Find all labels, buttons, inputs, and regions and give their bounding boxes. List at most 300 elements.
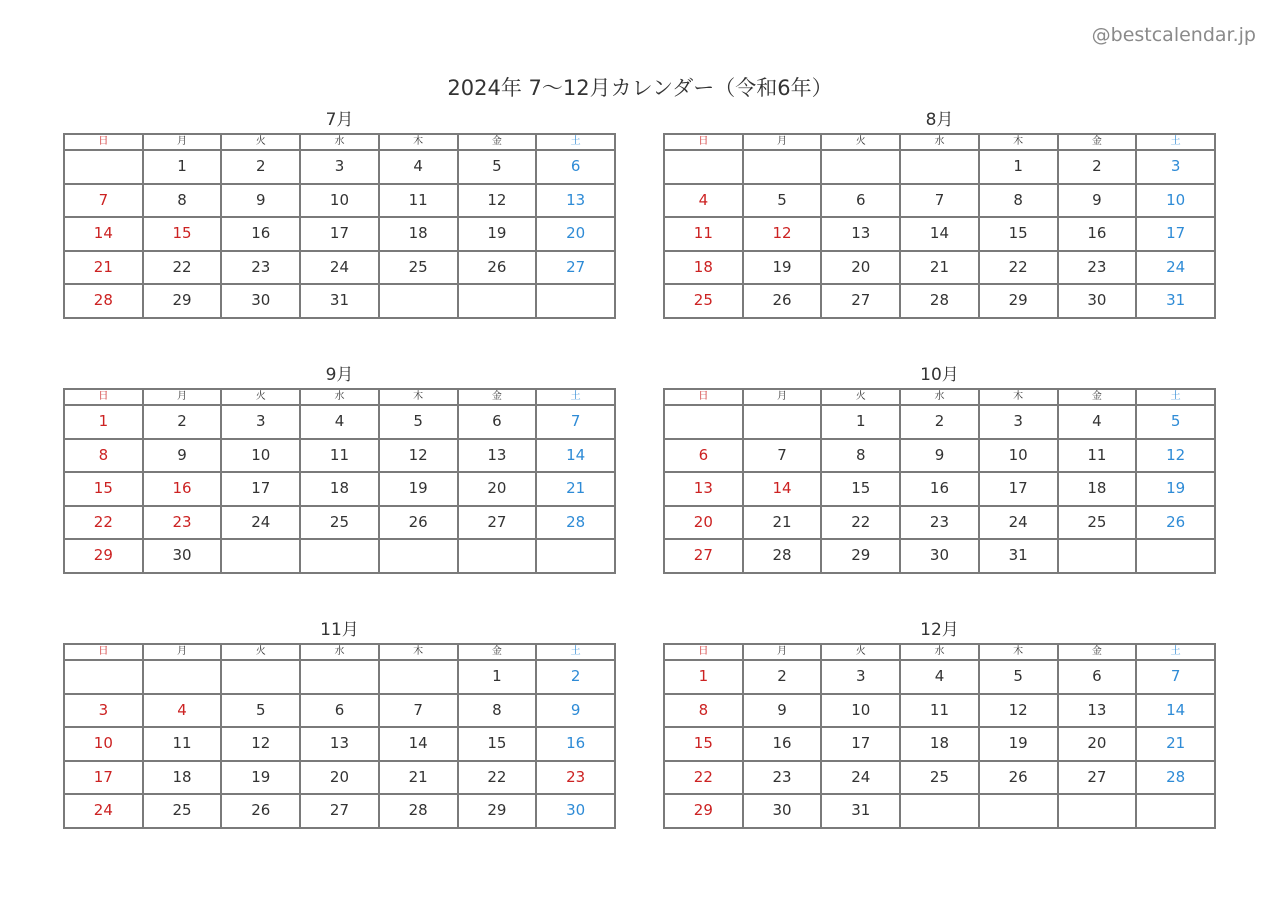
weekday-header: 月 [743,389,822,405]
week-row [64,761,615,795]
day-cell: 8 [979,184,1058,218]
day-cell: 11 [379,184,458,218]
day-cell: 7 [743,439,822,473]
day-cell: 4 [1058,405,1137,439]
day-cell: 9 [1058,184,1137,218]
day-cell: 12 [1136,439,1215,473]
empty-day-cell [64,150,143,184]
weekday-header: 火 [821,389,900,405]
day-cell: 20 [1058,727,1137,761]
day-cell: 10 [979,439,1058,473]
day-cell: 30 [900,539,979,573]
day-cell: 16 [1058,217,1137,251]
day-cell: 29 [979,284,1058,318]
day-cell: 19 [979,727,1058,761]
day-cell: 18 [900,727,979,761]
day-cell: 27 [458,506,537,540]
day-cell: 18 [143,761,222,795]
day-cell: 8 [143,184,222,218]
empty-day-cell [379,539,458,573]
empty-day-cell [664,405,743,439]
day-cell: 28 [900,284,979,318]
day-cell: 31 [300,284,379,318]
day-cell: 22 [821,506,900,540]
day-cell: 9 [221,184,300,218]
day-cell: 31 [979,539,1058,573]
empty-day-cell [900,794,979,828]
day-cell: 22 [143,251,222,285]
week-row [664,794,1215,828]
week-row [664,506,1215,540]
day-cell: 28 [743,539,822,573]
day-cell: 26 [221,794,300,828]
week-row [664,694,1215,728]
weekday-header: 金 [1058,644,1137,660]
month-calendar [663,620,1216,829]
empty-day-cell [458,284,537,318]
week-row [64,251,615,285]
day-cell: 24 [1136,251,1215,285]
day-cell: 1 [64,405,143,439]
weekday-header: 水 [900,134,979,150]
weekday-header: 日 [64,644,143,660]
empty-day-cell [458,539,537,573]
weekday-header: 火 [221,389,300,405]
day-cell: 14 [64,217,143,251]
empty-day-cell [743,150,822,184]
day-cell: 8 [458,694,537,728]
day-cell: 21 [743,506,822,540]
day-cell: 20 [664,506,743,540]
weekday-header: 金 [1058,389,1137,405]
weekday-header: 月 [743,134,822,150]
empty-day-cell [1058,794,1137,828]
page-title: 2024年 7〜12月カレンダー（令和6年） [447,76,833,100]
day-cell: 30 [221,284,300,318]
day-cell: 29 [64,539,143,573]
week-row [664,284,1215,318]
weekday-header: 月 [143,389,222,405]
day-cell: 11 [900,694,979,728]
day-cell: 12 [979,694,1058,728]
weekday-header: 水 [900,389,979,405]
weekday-header: 水 [300,389,379,405]
day-cell: 12 [379,439,458,473]
day-cell: 1 [979,150,1058,184]
empty-day-cell [379,660,458,694]
day-cell: 26 [979,761,1058,795]
day-cell: 14 [743,472,822,506]
week-row [64,694,615,728]
calendar-grid [63,388,616,574]
month-calendar [63,365,616,574]
day-cell: 15 [143,217,222,251]
day-cell: 4 [900,660,979,694]
empty-day-cell [743,405,822,439]
day-cell: 15 [821,472,900,506]
day-cell: 5 [221,694,300,728]
weekday-header: 日 [664,389,743,405]
day-cell: 12 [743,217,822,251]
day-cell: 24 [64,794,143,828]
day-cell: 27 [664,539,743,573]
weekday-header: 木 [379,134,458,150]
day-cell: 13 [664,472,743,506]
day-cell: 3 [821,660,900,694]
day-cell: 2 [743,660,822,694]
week-row [664,761,1215,795]
month-calendar [63,620,616,829]
empty-day-cell [379,284,458,318]
day-cell: 26 [458,251,537,285]
weekday-header: 日 [664,134,743,150]
day-cell: 16 [536,727,615,761]
day-cell: 2 [1058,150,1137,184]
day-cell: 19 [221,761,300,795]
weekday-header: 土 [536,134,615,150]
day-cell: 16 [743,727,822,761]
day-cell: 15 [664,727,743,761]
day-cell: 5 [979,660,1058,694]
day-cell: 9 [536,694,615,728]
day-cell: 19 [1136,472,1215,506]
week-row [64,217,615,251]
weekday-header: 土 [1136,389,1215,405]
empty-day-cell [300,539,379,573]
day-cell: 30 [143,539,222,573]
weekday-header: 火 [821,134,900,150]
week-row [64,284,615,318]
week-row [664,727,1215,761]
day-cell: 27 [536,251,615,285]
day-cell: 21 [900,251,979,285]
day-cell: 17 [221,472,300,506]
weekday-header-row [64,389,615,405]
day-cell: 20 [458,472,537,506]
weekday-header: 日 [64,134,143,150]
day-cell: 5 [379,405,458,439]
day-cell: 14 [379,727,458,761]
weekday-header: 金 [458,134,537,150]
weekday-header: 日 [64,389,143,405]
day-cell: 19 [743,251,822,285]
weekday-header: 土 [1136,134,1215,150]
week-row [64,727,615,761]
day-cell: 13 [821,217,900,251]
weekday-header: 水 [300,134,379,150]
day-cell: 24 [221,506,300,540]
weekday-header: 火 [821,644,900,660]
week-row [664,251,1215,285]
day-cell: 6 [821,184,900,218]
day-cell: 28 [64,284,143,318]
day-cell: 15 [979,217,1058,251]
weekday-header: 木 [979,644,1058,660]
day-cell: 23 [743,761,822,795]
weekday-header: 金 [458,389,537,405]
calendar-grid [663,643,1216,829]
weekday-header: 月 [143,134,222,150]
empty-day-cell [536,539,615,573]
weekday-header: 月 [743,644,822,660]
day-cell: 4 [143,694,222,728]
empty-day-cell [300,660,379,694]
day-cell: 12 [458,184,537,218]
day-cell: 24 [979,506,1058,540]
week-row [664,539,1215,573]
day-cell: 25 [143,794,222,828]
day-cell: 7 [536,405,615,439]
calendar-grid [663,388,1216,574]
weekday-header: 金 [458,644,537,660]
day-cell: 6 [1058,660,1137,694]
day-cell: 13 [300,727,379,761]
day-cell: 9 [743,694,822,728]
month-calendar [63,110,616,319]
day-cell: 7 [900,184,979,218]
day-cell: 20 [536,217,615,251]
day-cell: 4 [300,405,379,439]
day-cell: 26 [1136,506,1215,540]
day-cell: 14 [536,439,615,473]
weekday-header: 木 [979,389,1058,405]
day-cell: 17 [64,761,143,795]
day-cell: 11 [1058,439,1137,473]
weekday-header: 火 [221,644,300,660]
day-cell: 20 [300,761,379,795]
day-cell: 17 [300,217,379,251]
weekday-header-row [64,134,615,150]
week-row [64,794,615,828]
day-cell: 13 [1058,694,1137,728]
week-row [64,184,615,218]
day-cell: 17 [979,472,1058,506]
day-cell: 3 [1136,150,1215,184]
day-cell: 9 [143,439,222,473]
weekday-header: 月 [143,644,222,660]
day-cell: 6 [300,694,379,728]
day-cell: 1 [821,405,900,439]
day-cell: 21 [64,251,143,285]
day-cell: 17 [821,727,900,761]
day-cell: 17 [1136,217,1215,251]
empty-day-cell [1136,539,1215,573]
week-row [64,539,615,573]
week-row [64,439,615,473]
calendar-grid [663,133,1216,319]
day-cell: 3 [64,694,143,728]
month-title: 8月 [925,110,954,130]
day-cell: 14 [1136,694,1215,728]
day-cell: 29 [458,794,537,828]
empty-day-cell [536,284,615,318]
day-cell: 23 [536,761,615,795]
day-cell: 16 [143,472,222,506]
month-calendar [663,365,1216,574]
day-cell: 7 [379,694,458,728]
day-cell: 1 [664,660,743,694]
day-cell: 30 [536,794,615,828]
empty-day-cell [1058,539,1137,573]
day-cell: 18 [300,472,379,506]
day-cell: 6 [664,439,743,473]
day-cell: 10 [300,184,379,218]
day-cell: 22 [664,761,743,795]
day-cell: 22 [979,251,1058,285]
day-cell: 8 [64,439,143,473]
day-cell: 2 [221,150,300,184]
day-cell: 23 [221,251,300,285]
weekday-header: 木 [379,389,458,405]
week-row [664,472,1215,506]
day-cell: 29 [664,794,743,828]
day-cell: 3 [300,150,379,184]
week-row [64,405,615,439]
weekday-header-row [64,644,615,660]
day-cell: 10 [221,439,300,473]
day-cell: 7 [1136,660,1215,694]
day-cell: 24 [300,251,379,285]
day-cell: 30 [1058,284,1137,318]
weekday-header: 土 [536,644,615,660]
day-cell: 26 [379,506,458,540]
weekday-header: 土 [1136,644,1215,660]
empty-day-cell [221,660,300,694]
day-cell: 5 [458,150,537,184]
day-cell: 9 [900,439,979,473]
empty-day-cell [1136,794,1215,828]
day-cell: 11 [664,217,743,251]
day-cell: 29 [143,284,222,318]
day-cell: 24 [821,761,900,795]
day-cell: 11 [143,727,222,761]
day-cell: 15 [458,727,537,761]
empty-day-cell [143,660,222,694]
weekday-header: 火 [221,134,300,150]
weekday-header: 金 [1058,134,1137,150]
week-row [64,472,615,506]
weekday-header-row [664,644,1215,660]
weekday-header: 木 [379,644,458,660]
week-row [664,184,1215,218]
day-cell: 31 [821,794,900,828]
day-cell: 11 [300,439,379,473]
day-cell: 3 [979,405,1058,439]
empty-day-cell [221,539,300,573]
day-cell: 25 [300,506,379,540]
day-cell: 23 [900,506,979,540]
day-cell: 23 [1058,251,1137,285]
week-row [64,150,615,184]
week-row [664,150,1215,184]
week-row [64,660,615,694]
month-title: 9月 [325,365,354,385]
day-cell: 13 [536,184,615,218]
day-cell: 2 [536,660,615,694]
day-cell: 20 [821,251,900,285]
week-row [664,217,1215,251]
day-cell: 5 [743,184,822,218]
day-cell: 7 [64,184,143,218]
day-cell: 2 [143,405,222,439]
day-cell: 8 [664,694,743,728]
calendar-grid [63,643,616,829]
day-cell: 28 [536,506,615,540]
day-cell: 25 [1058,506,1137,540]
day-cell: 1 [458,660,537,694]
day-cell: 15 [64,472,143,506]
day-cell: 10 [821,694,900,728]
day-cell: 21 [379,761,458,795]
day-cell: 31 [1136,284,1215,318]
day-cell: 18 [664,251,743,285]
day-cell: 10 [64,727,143,761]
empty-day-cell [821,150,900,184]
day-cell: 1 [143,150,222,184]
day-cell: 14 [900,217,979,251]
weekday-header: 日 [664,644,743,660]
empty-day-cell [664,150,743,184]
day-cell: 21 [1136,727,1215,761]
month-title: 10月 [920,365,959,385]
month-title: 11月 [320,620,359,640]
weekday-header: 水 [300,644,379,660]
day-cell: 29 [821,539,900,573]
day-cell: 18 [1058,472,1137,506]
day-cell: 23 [143,506,222,540]
day-cell: 28 [1136,761,1215,795]
day-cell: 22 [64,506,143,540]
day-cell: 21 [536,472,615,506]
day-cell: 8 [821,439,900,473]
calendar-grid [63,133,616,319]
weekday-header: 土 [536,389,615,405]
empty-day-cell [979,794,1058,828]
day-cell: 22 [458,761,537,795]
day-cell: 10 [1136,184,1215,218]
weekday-header-row [664,389,1215,405]
day-cell: 4 [664,184,743,218]
day-cell: 27 [300,794,379,828]
week-row [664,660,1215,694]
day-cell: 18 [379,217,458,251]
day-cell: 19 [458,217,537,251]
week-row [64,506,615,540]
day-cell: 16 [221,217,300,251]
week-row [664,439,1215,473]
day-cell: 6 [536,150,615,184]
day-cell: 27 [821,284,900,318]
day-cell: 26 [743,284,822,318]
day-cell: 4 [379,150,458,184]
day-cell: 25 [664,284,743,318]
empty-day-cell [64,660,143,694]
day-cell: 6 [458,405,537,439]
day-cell: 3 [221,405,300,439]
month-calendar [663,110,1216,319]
empty-day-cell [900,150,979,184]
day-cell: 28 [379,794,458,828]
month-title: 12月 [920,620,959,640]
weekday-header: 木 [979,134,1058,150]
weekday-header-row [664,134,1215,150]
day-cell: 25 [900,761,979,795]
weekday-header: 水 [900,644,979,660]
day-cell: 25 [379,251,458,285]
day-cell: 13 [458,439,537,473]
day-cell: 30 [743,794,822,828]
watermark: @bestcalendar.jp [1091,24,1256,46]
